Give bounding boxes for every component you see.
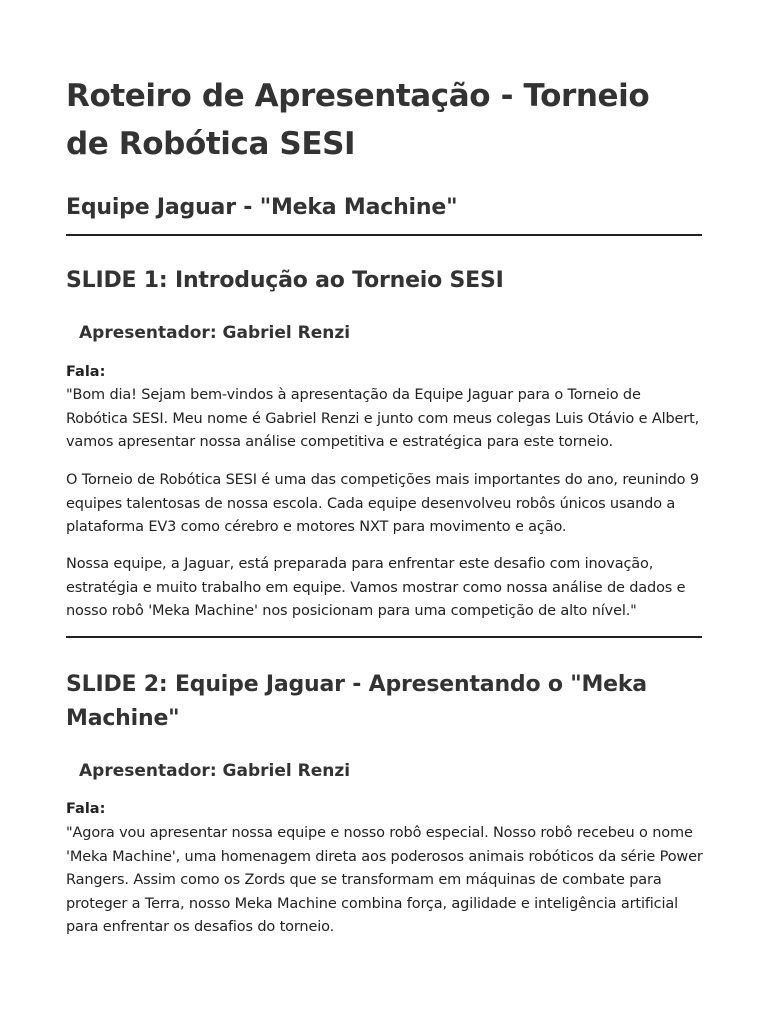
slide-2-presenter: Apresentador: Gabriel Renzi	[79, 761, 351, 781]
section-divider	[66, 636, 702, 638]
document-title: Roteiro de Apresentação - Torneio de Robótica SESI	[66, 78, 650, 162]
slide-1-paragraph-2: O Torneio de Robótica SESI é uma das competições mais importantes do ano, reunindo 9 equipes talentosas de nossa escola. Cada equipe desenvolveu robôs únicos usando a plataforma EV3 como cérebro e motores NXT para movimento e ação.	[66, 472, 699, 535]
slide-1-paragraph-3: Nossa equipe, a Jaguar, está preparada para enfrentar este desafio com inovação, estratégia e muito trabalho em equipe. Vamos mostrar como nossa análise de dados e nosso robô 'Meka Machine' nos posicionam para uma competição de alto nível."	[66, 556, 686, 619]
slide-1-fala-label: Fala:	[66, 364, 106, 380]
slide-1-title: SLIDE 1: Introdução ao Torneio SESI	[66, 268, 504, 293]
team-subtitle: Equipe Jaguar - "Meka Machine"	[66, 195, 458, 220]
slide-2-paragraph-1: "Agora vou apresentar nossa equipe e nosso robô especial. Nosso robô recebeu o nome 'Meka Machine', uma homenagem direta aos poderosos animais robóticos da série Power Rangers. Assim como os Zords que se transformam em máquinas de combate para proteger a Terra, nosso Meka Machine combina força, agilidade e inteligência artificial para enfrentar os desafios do torneio.	[66, 825, 703, 935]
section-divider	[66, 234, 702, 236]
slide-2-fala-label: Fala:	[66, 801, 106, 817]
slide-2-title: SLIDE 2: Equipe Jaguar - Apresentando o "Meka Machine"	[66, 672, 647, 731]
slide-1-presenter: Apresentador: Gabriel Renzi	[79, 323, 351, 343]
slide-1-paragraph-1: "Bom dia! Sejam bem-vindos à apresentação da Equipe Jaguar para o Torneio de Robótica SESI. Meu nome é Gabriel Renzi e junto com meus colegas Luis Otávio e Albert, vamos apresentar nossa análise competitiva e estratégica para este torneio.	[66, 387, 700, 450]
